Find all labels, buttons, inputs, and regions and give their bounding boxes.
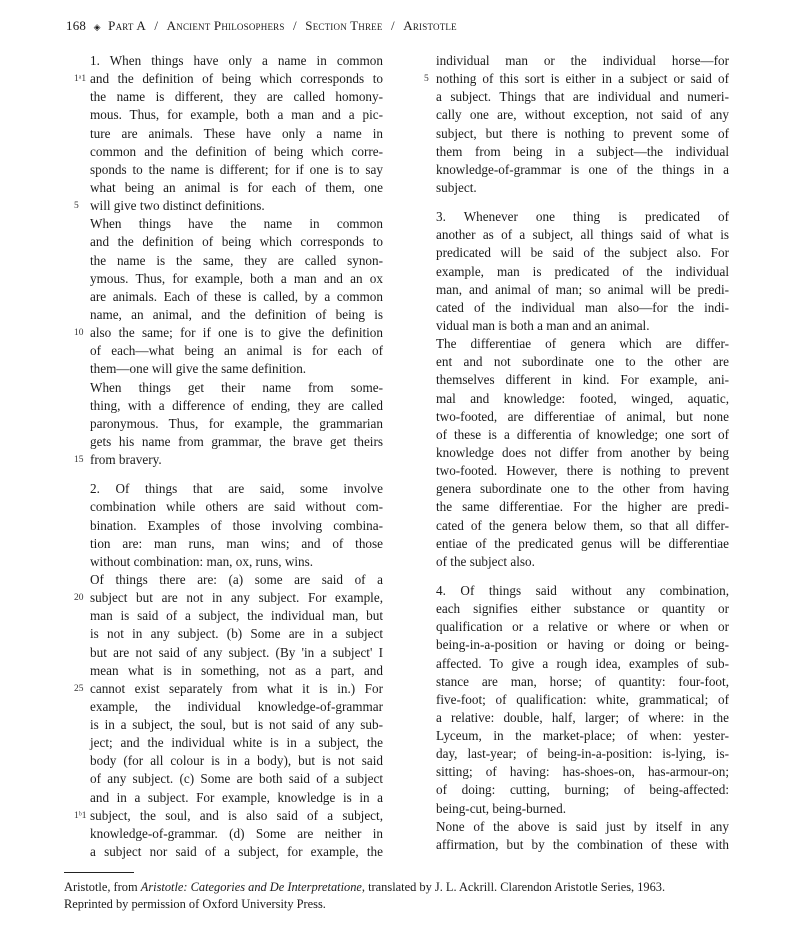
line-text: knowledge-of-grammar. (d) Some are neither in	[90, 825, 383, 841]
line-text: entiae of the predicated genus will be differentiae	[436, 535, 729, 551]
text-line	[436, 800, 729, 818]
line-text: is not in any subject. (b) Some are in a subject	[90, 626, 383, 642]
text-line	[74, 451, 383, 469]
line-text: subject, but there is nothing to prevent some of	[436, 125, 729, 141]
line-text: two-footed, are differentiae of animal, but none	[436, 408, 729, 424]
line-text: but are not said of any subject. (By 'in a subject' I	[90, 644, 383, 660]
text-line	[74, 70, 383, 88]
text-line	[90, 233, 383, 251]
left-text-column	[74, 52, 383, 861]
text-line	[90, 252, 383, 270]
line-text: a subject nor said of a subject, for example, the	[90, 844, 383, 860]
source-footnote	[64, 879, 665, 913]
text-line	[90, 535, 383, 553]
text-line	[90, 625, 383, 643]
header-separator: /	[391, 18, 395, 33]
line-text: them—one will give the same definition.	[90, 361, 307, 377]
line-text: 3. Whenever one thing is predicated of	[436, 209, 729, 225]
line-text: affirmation, but by the combination of these with	[436, 836, 729, 852]
line-text: subject, the soul, and is also said of a subject,	[90, 807, 383, 823]
line-number-marker: 10	[74, 328, 84, 339]
text-line	[90, 143, 383, 161]
line-text: qualification or a relative or where or when or	[436, 619, 729, 635]
line-text: also the same; for if one is to give the definition	[90, 325, 383, 341]
text-line	[90, 789, 383, 807]
text-line	[90, 415, 383, 433]
text-line	[90, 716, 383, 734]
line-text: a subject. Things that are individual and numeri-	[436, 89, 729, 105]
line-text: cally one are, without exception, not said of any	[436, 107, 729, 123]
text-line	[436, 426, 729, 444]
line-text: what being an animal is for each of them, one	[90, 179, 383, 195]
text-line	[90, 553, 383, 571]
ornament-glyph: ◈	[93, 22, 101, 32]
text-line	[436, 673, 729, 691]
header-section: Section Three	[305, 18, 383, 33]
text-line	[436, 299, 729, 317]
text-line	[90, 52, 383, 70]
footnote-line: Reprinted by permission of Oxford University Press.	[64, 897, 326, 911]
text-line	[436, 818, 729, 836]
line-text: 1. When things have only a name in common	[90, 53, 383, 68]
line-text: subject.	[436, 179, 477, 195]
text-line	[90, 770, 383, 788]
text-line	[436, 553, 729, 571]
text-line	[436, 655, 729, 673]
text-line	[90, 125, 383, 143]
line-text: affected. To give a rough idea, examples of sub-	[436, 655, 729, 671]
right-text-column	[424, 52, 729, 854]
line-text: stance are man, horse; of quantity: four-foot,	[436, 673, 729, 689]
line-text: bination. Examples of those involving combina-	[90, 517, 383, 533]
text-line	[90, 379, 383, 397]
footnote-rule	[64, 872, 134, 873]
line-number-marker: 1ᵃ1	[74, 74, 87, 85]
text-line	[436, 709, 729, 727]
text-line	[436, 281, 729, 299]
line-text: them from being in a subject—the individual	[436, 143, 729, 159]
line-text: being-in-a-position or having or doing or being-	[436, 637, 729, 653]
text-line	[436, 618, 729, 636]
line-text: 4. Of things said without any combination,	[436, 582, 729, 598]
line-text: nothing of this sort is either in a subject or said of	[436, 71, 729, 87]
line-text: without combination: man, ox, runs, wins.	[90, 553, 314, 569]
line-text: the name is the same, they are called synon-	[90, 252, 383, 268]
line-text: another as of a subject, all things said of what is	[436, 227, 729, 243]
text-line	[436, 600, 729, 618]
line-text: of each—what being an animal is for each of	[90, 343, 383, 359]
line-text: cated of the individual man also—for the indi-	[436, 299, 729, 315]
line-text: combination while others are said without com-	[90, 499, 383, 515]
line-text: gets his name from grammar, the brave get theirs	[90, 433, 383, 449]
line-number-marker: 5	[424, 74, 429, 85]
text-line	[90, 843, 383, 861]
text-line	[90, 306, 383, 324]
line-text: tion are: man runs, man wins; and of those	[90, 535, 383, 551]
text-line	[436, 745, 729, 763]
text-line	[90, 698, 383, 716]
text-line	[90, 662, 383, 680]
text-line	[74, 324, 383, 342]
line-text: Lyceum, in the market-place; of when: yester-	[436, 728, 729, 744]
text-line	[90, 480, 383, 498]
line-text: example, the individual knowledge-of-grammar	[90, 698, 383, 714]
text-line	[436, 161, 729, 179]
line-text: The differentiae of genera which are differ-	[436, 336, 729, 352]
line-number-marker: 15	[74, 455, 84, 466]
text-line	[436, 582, 729, 600]
footnote-line	[64, 879, 665, 896]
line-text: the same differentiae. For the higher are predi-	[436, 499, 729, 515]
line-text: sponds to the name is different; for if one is to say	[90, 161, 383, 177]
text-line	[436, 244, 729, 262]
line-number-marker: 25	[74, 683, 84, 694]
line-text: man, and animal of man; so animal will be predi-	[436, 281, 729, 297]
line-text: man is said of a subject, the individual man, but	[90, 608, 383, 624]
footnote-prefix: Aristotle, from	[64, 880, 141, 894]
line-text: day, last-year; of being-in-a-position: is-lying, is-	[436, 746, 729, 762]
line-text: 2. Of things that are said, some involve	[90, 481, 383, 497]
line-text: knowledge does not differ from another by being	[436, 444, 729, 460]
text-line	[74, 197, 383, 215]
line-text: and the definition of being which corresponds to	[90, 71, 383, 87]
line-text: and the definition of being which corresponds to	[90, 234, 383, 250]
text-line	[90, 161, 383, 179]
text-line	[90, 397, 383, 415]
line-text: cated of the genera below them, so that all differ-	[436, 517, 729, 533]
text-line	[436, 390, 729, 408]
line-number-marker: 5	[74, 201, 79, 212]
page-number: 168	[66, 18, 87, 33]
line-text: of these is a differentia of knowledge; one sort of	[436, 426, 729, 442]
line-text: cannot exist separately from what it is in.) For	[90, 680, 383, 696]
text-line	[436, 52, 729, 70]
line-text: five-foot; of qualification: white, grammatical; of	[436, 691, 729, 707]
text-line	[436, 335, 729, 353]
header-part: Part A	[108, 18, 146, 33]
line-text: subject but are not in any subject. For example,	[90, 590, 383, 606]
text-line	[436, 226, 729, 244]
line-number-marker: 1ᵇ1	[74, 810, 87, 821]
line-text: are animals. Each of these is called, by a common	[90, 288, 383, 304]
header-separator: /	[293, 18, 297, 33]
line-text: common and the definition of being which corre-	[90, 143, 383, 159]
text-line	[90, 179, 383, 197]
line-text: two-footed. However, there is nothing to prevent	[436, 463, 729, 479]
text-line	[436, 408, 729, 426]
line-text: ent and not subordinate one to the other are	[436, 354, 729, 370]
text-line	[436, 444, 729, 462]
line-text: and in a subject. For example, knowledge is in a	[90, 789, 383, 805]
line-text: ture are animals. These have only a name in	[90, 125, 383, 141]
line-text: When things have the name in common	[90, 216, 383, 232]
text-line	[436, 836, 729, 854]
header-section-group: Ancient Philosophers	[166, 18, 285, 33]
line-text: vidual man is both a man and an animal.	[436, 317, 650, 333]
text-line	[90, 825, 383, 843]
line-text: body (for all colour is in a body), but is not said	[90, 753, 383, 769]
text-line	[90, 571, 383, 589]
line-text: from bravery.	[90, 452, 162, 468]
text-line	[90, 498, 383, 516]
text-line	[90, 106, 383, 124]
text-line	[90, 752, 383, 770]
line-text: knowledge-of-grammar is one of the things in a	[436, 161, 729, 177]
line-text: the name is different, they are called homony-	[90, 89, 383, 105]
text-line	[436, 263, 729, 281]
text-line	[74, 807, 383, 825]
line-text: genera subordinate one to the other from having	[436, 481, 729, 497]
text-line	[436, 517, 729, 535]
text-line	[424, 70, 729, 88]
text-line	[436, 88, 729, 106]
text-line	[436, 143, 729, 161]
text-line	[436, 727, 729, 745]
running-header	[66, 18, 457, 34]
text-line	[436, 125, 729, 143]
text-line	[90, 433, 383, 451]
text-line	[90, 644, 383, 662]
text-line	[436, 371, 729, 389]
line-number-marker: 20	[74, 593, 84, 604]
line-text: paronymous. Thus, for example, the grammarian	[90, 415, 383, 431]
line-text: When things get their name from some-	[90, 379, 383, 395]
line-text: a relative: double, half, larger; of where: in the	[436, 709, 729, 725]
header-author: Aristotle	[403, 18, 457, 33]
line-text: thing, with a difference of ending, they are called	[90, 397, 383, 413]
text-line	[436, 498, 729, 516]
text-line	[90, 360, 383, 378]
line-text: mal and knowledge: footed, winged, aquatic,	[436, 390, 729, 406]
text-line	[436, 763, 729, 781]
text-line	[436, 480, 729, 498]
footnote-book-title: Aristotle: Categories and De Interpretatione	[140, 880, 362, 894]
text-line	[90, 215, 383, 233]
text-line	[436, 317, 729, 335]
text-line	[74, 680, 383, 698]
line-text: will give two distinct definitions.	[90, 198, 265, 214]
line-text: mean what is in something, not as a part, and	[90, 662, 383, 678]
line-text: themselves different in kind. For example, ani-	[436, 372, 729, 388]
line-text: each signifies either substance or quantity or	[436, 601, 729, 617]
line-text: ymous. Thus, for example, both a man and an ox	[90, 270, 383, 286]
line-text: individual man or the individual horse—for	[436, 53, 729, 68]
text-line	[436, 106, 729, 124]
text-line	[436, 781, 729, 799]
line-text: is in a subject, the soul, but is not said of any sub-	[90, 717, 383, 733]
line-text: mous. Thus, for example, both a man and a pic-	[90, 107, 383, 123]
line-text: example, man is predicated of the individual	[436, 263, 729, 279]
text-line	[90, 88, 383, 106]
text-line	[436, 208, 729, 226]
text-line	[90, 607, 383, 625]
text-line	[90, 288, 383, 306]
text-line	[436, 636, 729, 654]
line-text: None of the above is said just by itself in any	[436, 818, 729, 834]
text-line	[436, 691, 729, 709]
line-text: Of things there are: (a) some are said of a	[90, 571, 383, 587]
line-text: predicated will be said of the subject also. For	[436, 245, 729, 261]
line-text: of doing: cutting, burning; of being-affected:	[436, 782, 729, 798]
line-text: of the subject also.	[436, 553, 535, 569]
line-text: being-cut, being-burned.	[436, 800, 567, 816]
line-text: ject; and the individual white is in a subject, the	[90, 735, 383, 751]
line-text: name, an animal, and the definition of being is	[90, 306, 383, 322]
header-separator: /	[154, 18, 159, 33]
text-line	[436, 353, 729, 371]
text-line	[436, 535, 729, 553]
footnote-suffix: , translated by J. L. Ackrill. Clarendon Aristotle Series, 1963.	[361, 880, 666, 894]
text-line	[436, 462, 729, 480]
text-line	[90, 270, 383, 288]
line-text: of any subject. (c) Some are both said of a subject	[90, 771, 383, 787]
text-line	[436, 179, 729, 197]
text-line	[90, 517, 383, 535]
text-line	[90, 734, 383, 752]
text-line	[90, 342, 383, 360]
text-line	[74, 589, 383, 607]
line-text: sitting; of having: has-shoes-on, has-armour-on;	[436, 764, 729, 780]
